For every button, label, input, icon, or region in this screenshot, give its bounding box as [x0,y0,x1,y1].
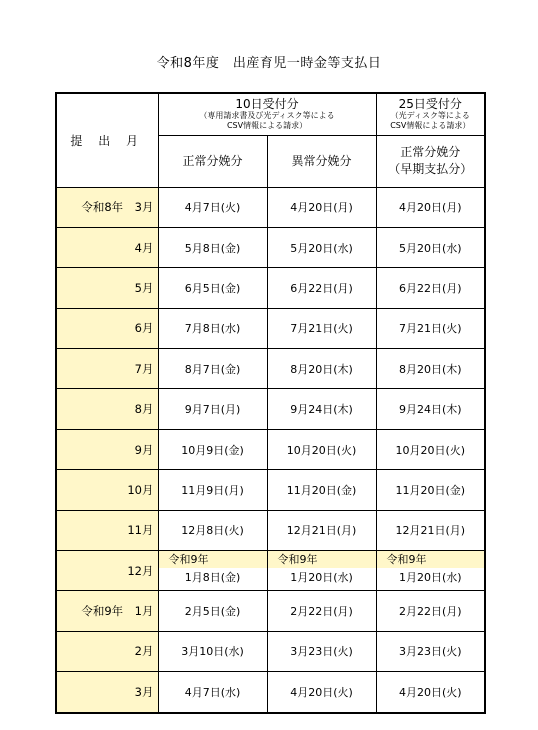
col-header-normal: 正常分娩分 [158,135,267,187]
normal-date-cell: 8月7日(金) [158,349,267,389]
early-date-cell: 4月20日(火) [376,672,485,713]
group-25th-header [376,93,485,135]
early-date-cell: 3月23日(火) [376,631,485,671]
table-row [56,631,485,671]
normal-date-cell: 3月10日(水) [158,631,267,671]
abnormal-date-cell: 3月23日(火) [267,631,376,671]
table-row [56,308,485,348]
submit-month-cell: 7月 [56,349,158,389]
header-row-groups [56,93,485,135]
early-date-cell: 7月21日(火) [376,308,485,348]
normal-date-cell: 11月9日(月) [158,470,267,510]
col-header-abnormal: 異常分娩分 [267,135,376,187]
abnormal-date-cell: 2月22日(月) [267,591,376,631]
abnormal-date-cell: 6月22日(月) [267,268,376,308]
normal-date-cell: 6月5日(金) [158,268,267,308]
submit-month-cell: 3月 [56,672,158,713]
early-date-cell: 2月22日(月) [376,591,485,631]
group-10th-note-1: （専用請求書及び光ディスク等による [199,110,335,120]
submit-month-cell: 8月 [56,389,158,429]
normal-date-cell: 10月9日(金) [158,429,267,469]
abnormal-date-cell: 4月20日(火) [267,672,376,713]
table-row [56,187,485,227]
abnormal-date-cell: 4月20日(月) [267,187,376,227]
early-date-cell: 5月20日(水) [376,227,485,267]
abnormal-date-cell: 12月21日(月) [267,510,376,550]
submit-month-cell: 12月 [56,551,158,591]
group-25th-title: 25日受付分 [398,96,462,111]
date-label: 1月8日(金) [184,571,241,585]
table-row [56,349,485,389]
table-row [56,591,485,631]
submit-month-cell: 10月 [56,470,158,510]
table-row [56,470,485,510]
date-label: 1月20日(水) [290,571,353,585]
early-date-cell [376,551,485,591]
abnormal-date-cell [267,551,376,591]
normal-date-cell [158,551,267,591]
normal-date-cell: 2月5日(金) [158,591,267,631]
early-date-cell: 12月21日(月) [376,510,485,550]
submit-month-header: 提 出 月 [56,93,158,187]
payment-schedule-table [55,92,486,714]
normal-date-cell: 4月7日(水) [158,672,267,713]
col-header-normal-early-line2: （早期支払分） [388,162,473,176]
normal-date-cell: 12月8日(火) [158,510,267,550]
early-date-cell: 4月20日(月) [376,187,485,227]
page-title: 令和8年度 出産育児一時金等支払日 [156,56,382,71]
group-25th-note-1: （光ディスク等による [390,110,470,120]
normal-date-cell: 7月8日(水) [158,308,267,348]
submit-month-cell: 9月 [56,429,158,469]
col-header-normal-early-line1: 正常分娩分 [400,145,461,159]
submit-month-cell: 5月 [56,268,158,308]
normal-date-cell: 9月7日(月) [158,389,267,429]
early-date-cell: 10月20日(火) [376,429,485,469]
submit-month-cell: 4月 [56,227,158,267]
table-row [56,227,485,267]
abnormal-date-cell: 9月24日(木) [267,389,376,429]
submit-month-cell: 令和9年 1月 [56,591,158,631]
submit-month-cell: 令和8年 3月 [56,187,158,227]
table-row [56,429,485,469]
early-date-cell: 9月24日(木) [376,389,485,429]
table-row [56,389,485,429]
normal-date-cell: 4月7日(火) [158,187,267,227]
early-date-cell: 6月22日(月) [376,268,485,308]
abnormal-date-cell: 10月20日(火) [267,429,376,469]
group-10th-title: 10日受付分 [235,96,299,111]
submit-month-cell: 6月 [56,308,158,348]
abnormal-date-cell: 5月20日(水) [267,227,376,267]
submit-month-cell: 2月 [56,631,158,671]
table-row [56,268,485,308]
year-label: 令和9年 [268,551,376,568]
abnormal-date-cell: 11月20日(金) [267,470,376,510]
table-row [56,672,485,713]
abnormal-date-cell: 8月20日(木) [267,349,376,389]
group-10th-header [158,93,376,135]
early-date-cell: 8月20日(木) [376,349,485,389]
group-25th-note-2: CSV情報による請求） [390,120,471,130]
col-header-normal-early [376,135,485,187]
table-row-december [56,551,485,591]
group-10th-note-2: CSV情報による請求） [226,120,308,130]
normal-date-cell: 5月8日(金) [158,227,267,267]
submit-month-cell: 11月 [56,510,158,550]
year-label: 令和9年 [377,551,485,568]
early-date-cell: 11月20日(金) [376,470,485,510]
year-label: 令和9年 [159,551,267,568]
table-row [56,510,485,550]
abnormal-date-cell: 7月21日(火) [267,308,376,348]
date-label: 1月20日(水) [398,571,462,585]
